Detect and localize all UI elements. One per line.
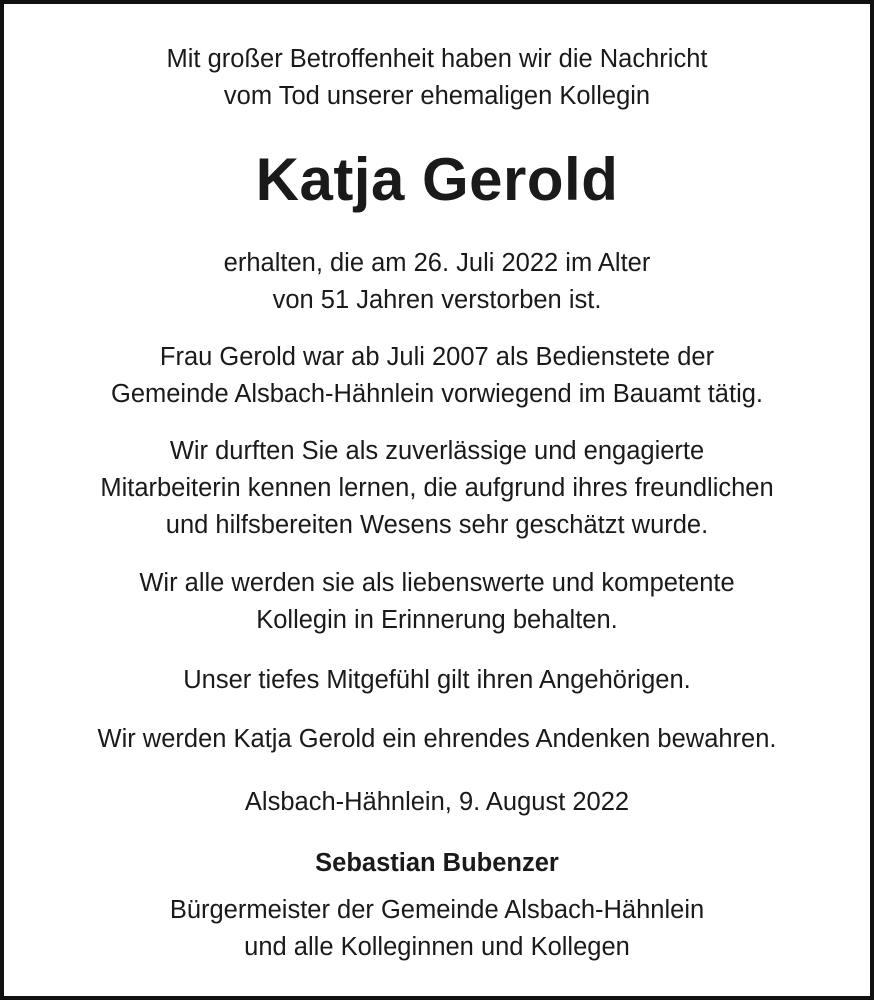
text-line: und alle Kolleginnen und Kollegen [244, 933, 630, 961]
signer-details [4, 892, 870, 966]
text-line: von 51 Jahren verstorben ist. [272, 286, 602, 314]
paragraph [4, 245, 870, 319]
text-line: und hilfsbereiten Wesens sehr geschätzt wurde. [165, 511, 709, 539]
text-line: Wir durften Sie als zuverlässige und engagierte [169, 437, 705, 465]
intro-text [4, 41, 870, 115]
paragraph [4, 565, 870, 639]
text-line: Wir werden Katja Gerold ein ehrendes Andenken bewahren. [97, 725, 777, 753]
text-line: erhalten, die am 26. Juli 2022 im Alter [223, 249, 651, 277]
text-line: Kollegin in Erinnerung behalten. [256, 606, 618, 634]
paragraph [4, 339, 870, 413]
paragraph [4, 662, 870, 699]
text-line: vom Tod unserer ehemaligen Kollegin [223, 82, 651, 110]
text-line: Mitarbeiterin kennen lernen, die aufgrund ihres freundlichen [100, 474, 774, 502]
text-line: Mit großer Betroffenheit haben wir die Nachricht [166, 45, 708, 73]
text-line: Frau Gerold war ab Juli 2007 als Bedienstete der [159, 343, 715, 371]
signer-name-text: Sebastian Bubenzer [315, 849, 559, 877]
deceased-name: Katja Gerold [255, 146, 619, 213]
paragraph [4, 721, 870, 758]
signer-name [4, 845, 870, 882]
place-date [4, 784, 870, 821]
text-line: Wir alle werden sie als liebenswerte und kompetente [139, 569, 735, 597]
text-line: Gemeinde Alsbach-Hähnlein vorwiegend im Bauamt tätig. [110, 380, 764, 408]
paragraph [4, 433, 870, 544]
place-date-text: Alsbach-Hähnlein, 9. August 2022 [244, 788, 630, 816]
text-line: Bürgermeister der Gemeinde Alsbach-Hähnlein [169, 896, 705, 924]
text-line: Unser tiefes Mitgefühl gilt ihren Angehörigen. [183, 666, 691, 694]
